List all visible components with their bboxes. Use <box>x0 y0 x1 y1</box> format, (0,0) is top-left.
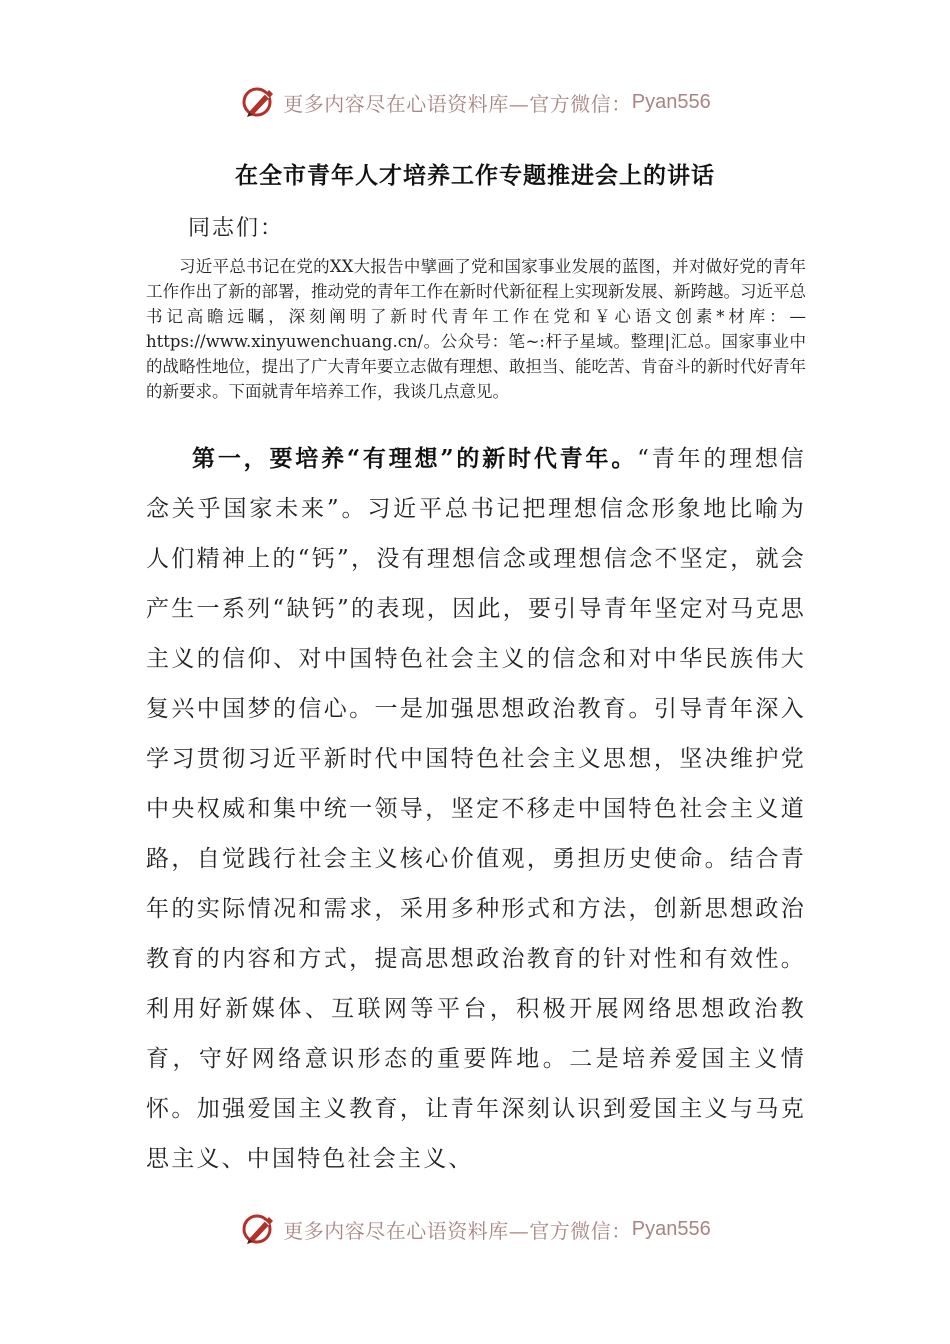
intro-paragraph: 习近平总书记在党的XX大报告中擘画了党和国家事业发展的蓝图，并对做好党的青年工作作出了新的部署，推动党的青年工作在新时代新征程上实现新发展、新跨越。习近平总书记高瞻远瞩，深刻阐明了新时代青年工作在党和￥心语文创素*材库：—https://www.xinyuwenchuang.cn/。公众号：笔~:杆子星域。整理|汇总。国家事业中的战略性地位，提出了广大青年要立志做有理想、敢担当、能吃苦、肯奋斗的新时代好青年的新要求。下面就青年培养工作，我谈几点意见。 <box>146 257 806 401</box>
section-1-paragraph <box>146 434 806 1184</box>
header-watermark-banner <box>0 82 950 122</box>
document-title: 在全市青年人才培养工作专题推进会上的讲话 <box>235 162 715 189</box>
pen-logo-icon <box>239 82 279 122</box>
section-1-heading: 第一，要培养“有理想”的新时代青年。 <box>192 445 638 472</box>
footer-watermark-text: 更多内容尽在心语资料库—官方微信： <box>283 1218 632 1243</box>
salutation: 同志们： <box>188 216 285 241</box>
section-1-text: “青年的理想信念关乎国家未来”。习近平总书记把理想信念形象地比喻为人们精神上的“钙”，没有理想信念或理想信念不坚定，就会产生一系列“缺钙”的表现，因此，要引导青年坚定对马克思主义的信仰、对中国特色社会主义的信念和对中华民族伟大复兴中国梦的信心。一是加强思想政治教育。引导青年深入学习贯彻习近平新时代中国特色社会主义思想，坚决维护党中央权威和集中统一领导，坚定不移走中国特色社会主义道路，自觉践行社会主义核心价值观，勇担历史使命。结合青年的实际情况和需求，采用多种形式和方法，创新思想政治教育的内容和方式，提高思想政治教育的针对性和有效性。利用好新媒体、互联网等平台，积极开展网络思想政治教育，守好网络意识形态的重要阵地。二是培养爱国主义情怀。加强爱国主义教育，让青年深刻认识到爱国主义与马克思主义、中国特色社会主义、 <box>146 446 806 1172</box>
pen-logo-icon <box>239 1209 279 1249</box>
footer-watermark-banner <box>0 1209 950 1249</box>
footer-watermark-wechat: Pyan556 <box>631 1217 711 1240</box>
header-watermark-wechat: Pyan556 <box>631 90 711 113</box>
header-watermark-text: 更多内容尽在心语资料库—官方微信： <box>283 91 632 116</box>
